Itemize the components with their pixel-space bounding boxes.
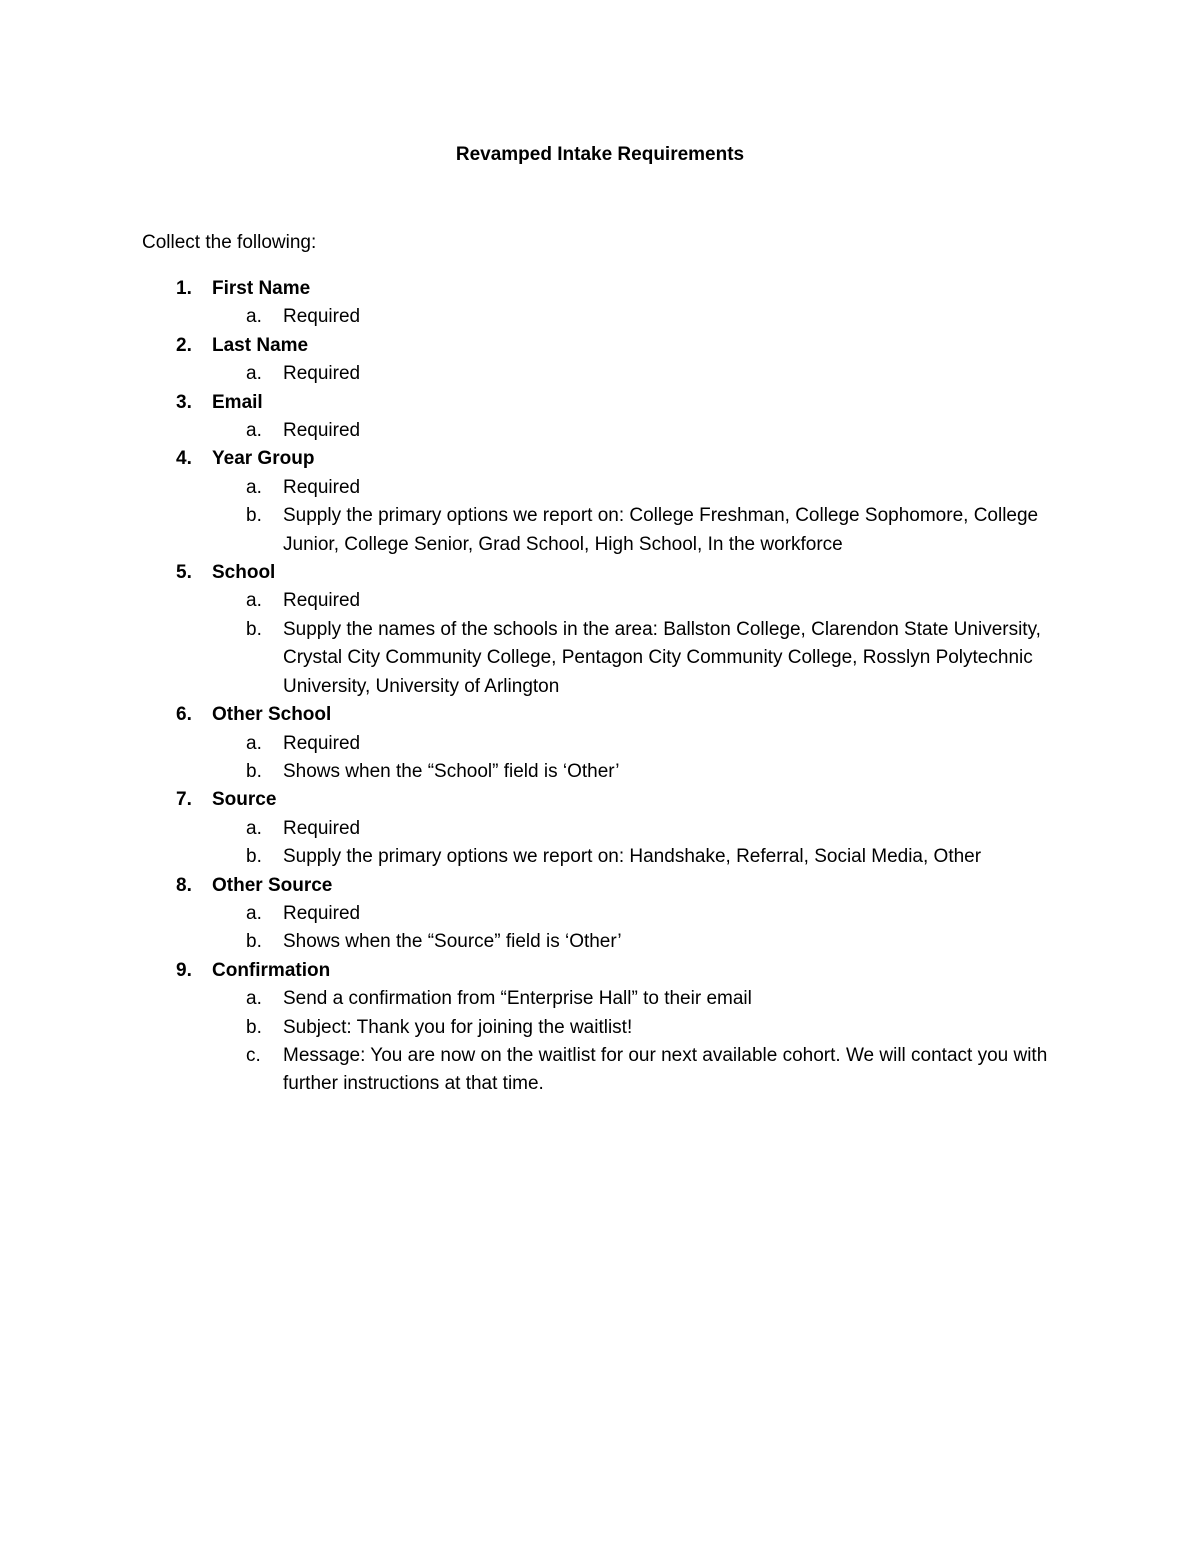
requirement-detail	[212, 360, 1062, 388]
requirement-details-list	[212, 815, 1062, 872]
detail-letter: a.	[246, 476, 262, 498]
requirement-detail	[212, 474, 1062, 502]
requirement-item	[142, 957, 1062, 1099]
requirements-list	[142, 275, 1062, 1099]
requirement-number: 3.	[176, 391, 192, 413]
detail-text: Required	[283, 817, 361, 839]
detail-text: Supply the names of the schools in the area: Ballston College, Clarendon State University, Crystal City Community College, Pentagon City Community College, Rosslyn Polytechnic University, University of Arlington	[283, 618, 1041, 697]
detail-text: Message: You are now on the waitlist for our next available cohort. We will contact you with further instructions at that time.	[283, 1044, 1048, 1095]
requirement-title: Year Group	[212, 448, 315, 470]
requirement-title: School	[212, 562, 276, 584]
requirement-item	[142, 559, 1062, 701]
requirement-item	[142, 445, 1062, 559]
detail-letter: b.	[246, 760, 262, 782]
requirement-details-list	[212, 900, 1062, 957]
detail-letter: a.	[246, 988, 262, 1010]
requirement-number: 5.	[176, 562, 192, 584]
detail-text: Required	[283, 306, 361, 328]
requirement-detail	[212, 303, 1062, 331]
detail-text: Required	[283, 902, 361, 924]
requirement-number: 4.	[176, 448, 192, 470]
detail-text: Required	[283, 476, 361, 498]
requirement-detail	[212, 985, 1062, 1013]
detail-letter: b.	[246, 505, 262, 527]
intro-text: Collect the following:	[142, 232, 317, 253]
requirement-number: 1.	[176, 278, 192, 299]
requirement-detail	[212, 900, 1062, 928]
requirement-details-list	[212, 474, 1062, 559]
requirement-detail	[212, 1014, 1062, 1042]
requirement-item	[142, 872, 1062, 957]
detail-letter: a.	[246, 590, 262, 612]
requirement-title: Source	[212, 789, 277, 811]
requirement-item	[142, 786, 1062, 871]
requirement-detail	[212, 928, 1062, 956]
requirement-detail	[212, 502, 1062, 559]
requirement-details-list	[212, 730, 1062, 787]
detail-letter: a.	[246, 902, 262, 924]
detail-letter: b.	[246, 1016, 262, 1038]
requirement-detail	[212, 730, 1062, 758]
detail-text: Supply the primary options we report on: Handshake, Referral, Social Media, Other	[283, 846, 982, 868]
detail-letter: a.	[246, 817, 262, 839]
requirement-details-list	[212, 360, 1062, 388]
document-title: Revamped Intake Requirements	[455, 144, 745, 165]
detail-letter: b.	[246, 846, 262, 868]
requirement-title: Other School	[212, 704, 332, 726]
requirement-details-list	[212, 985, 1062, 1099]
detail-text: Subject: Thank you for joining the waitlist!	[283, 1016, 633, 1038]
detail-letter: a.	[246, 420, 262, 442]
detail-letter: b.	[246, 931, 262, 953]
requirement-item	[142, 275, 1062, 332]
requirement-title: Email	[212, 391, 263, 413]
detail-text: Send a confirmation from “Enterprise Hall” to their email	[283, 988, 752, 1010]
requirement-detail	[212, 587, 1062, 615]
requirement-item	[142, 332, 1062, 389]
detail-letter: b.	[246, 618, 262, 640]
requirement-title: Confirmation	[212, 959, 331, 981]
requirement-detail	[212, 616, 1062, 701]
detail-text: Supply the primary options we report on: College Freshman, College Sophomore, College Junior, College Senior, Grad School, High School, In the workforce	[283, 505, 1039, 555]
requirement-detail	[212, 843, 1062, 871]
requirement-item	[142, 389, 1062, 446]
requirement-number: 6.	[176, 704, 192, 726]
requirement-details-list	[212, 417, 1062, 445]
requirement-details-list	[212, 587, 1062, 701]
requirement-number: 9.	[176, 959, 192, 981]
requirement-title: Other Source	[212, 874, 333, 896]
requirement-number: 8.	[176, 874, 192, 896]
requirement-item	[142, 701, 1062, 786]
detail-text: Required	[283, 590, 361, 612]
requirement-number: 7.	[176, 789, 192, 811]
detail-letter: a.	[246, 363, 262, 385]
detail-text: Required	[283, 732, 361, 754]
requirement-detail	[212, 815, 1062, 843]
requirement-number: 2.	[176, 334, 192, 356]
detail-letter: a.	[246, 732, 262, 754]
requirement-detail	[212, 1042, 1062, 1099]
detail-text: Shows when the “School” field is ‘Other’	[283, 760, 620, 782]
detail-letter: a.	[246, 306, 262, 328]
requirement-details-list	[212, 303, 1062, 331]
requirement-title: First Name	[212, 278, 311, 299]
detail-letter: c.	[246, 1044, 261, 1066]
detail-text: Required	[283, 420, 361, 442]
requirement-title: Last Name	[212, 334, 309, 356]
detail-text: Shows when the “Source” field is ‘Other’	[283, 931, 622, 953]
detail-text: Required	[283, 363, 361, 385]
requirement-detail	[212, 417, 1062, 445]
requirement-detail	[212, 758, 1062, 786]
